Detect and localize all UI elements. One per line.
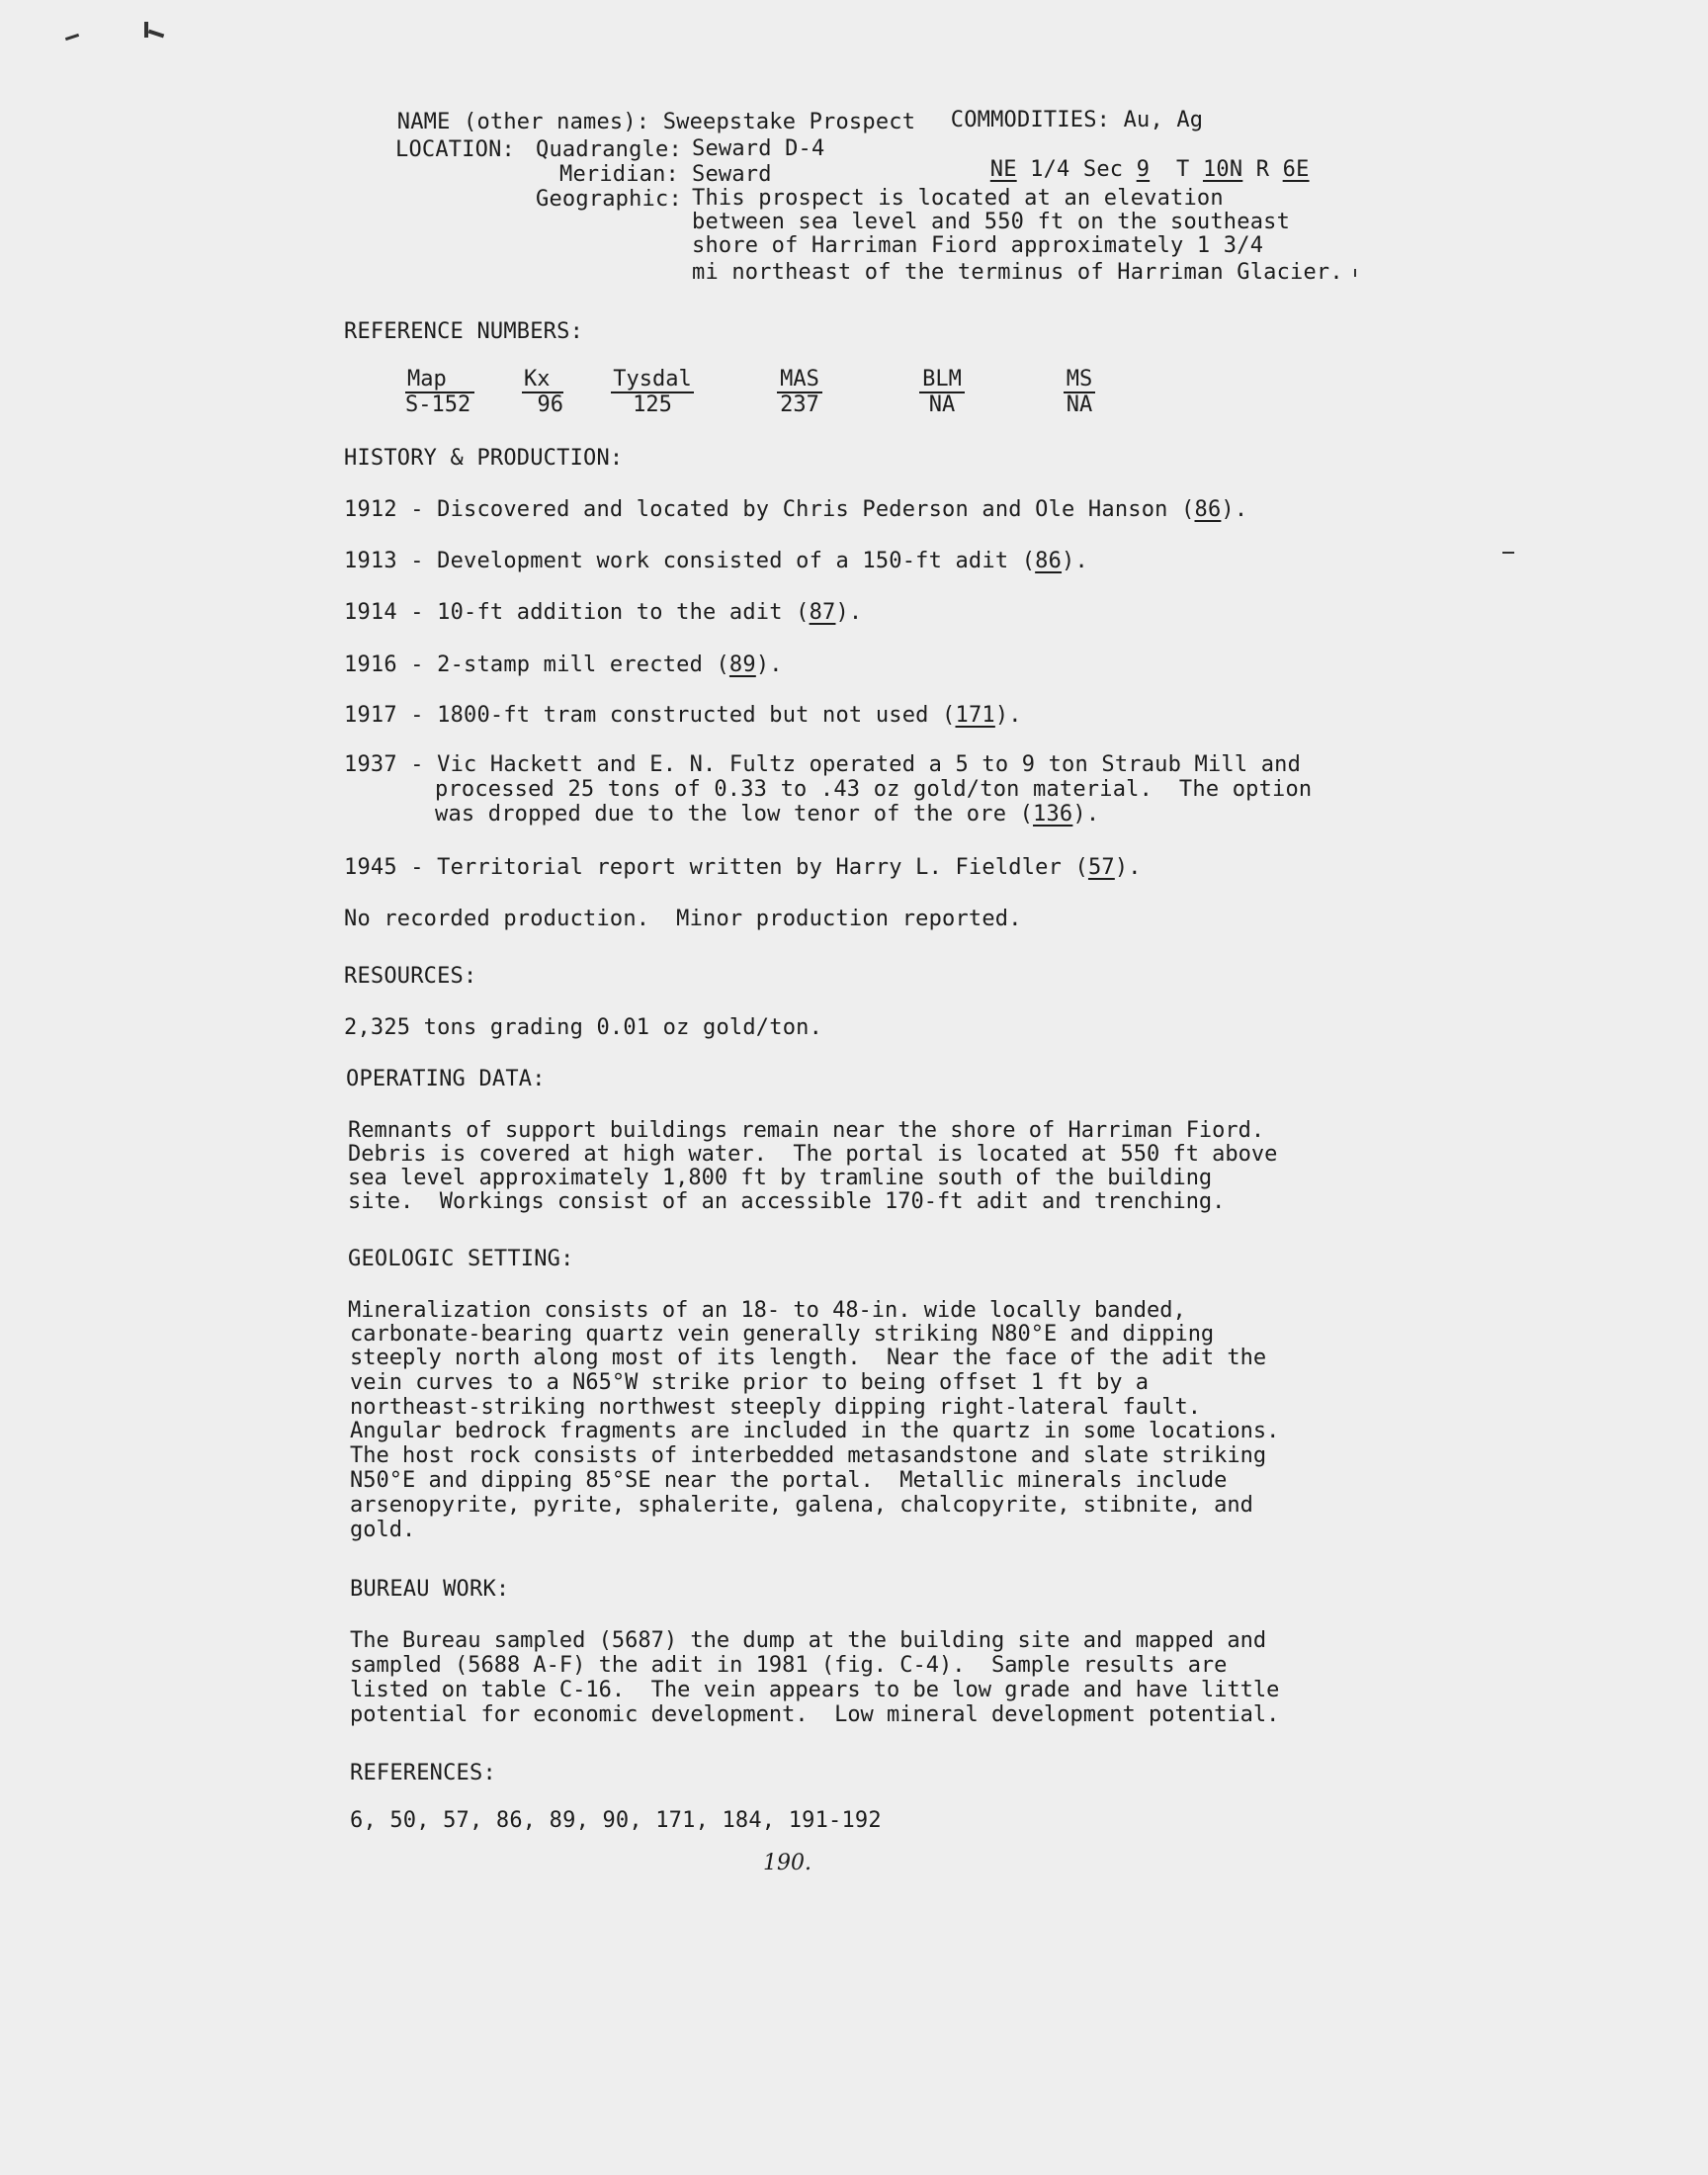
history-ref: 87 xyxy=(809,600,836,625)
scan-mark xyxy=(1354,269,1356,277)
ref-label: MS xyxy=(1064,368,1095,393)
quarter-section: NE xyxy=(989,157,1017,182)
ref-label: Kx xyxy=(522,368,563,393)
history-ref: 86 xyxy=(1194,497,1222,522)
geologic-line: Angular bedrock fragments are included in the quartz in some locations. xyxy=(350,1419,1280,1443)
ref-value: NA xyxy=(1066,392,1093,417)
operating-line: Remnants of support buildings remain near the shore of Harriman Fiord. xyxy=(348,1118,1265,1143)
history-ref: 57 xyxy=(1087,855,1115,880)
operating-line: sea level approximately 1,800 ft by tramline south of the building xyxy=(348,1166,1213,1190)
quadrangle-label: Quadrangle: xyxy=(536,137,682,162)
history-text: Discovered and located by Chris Pederson and Ole Hanson ( xyxy=(437,497,1195,522)
history-heading: HISTORY & PRODUCTION: xyxy=(344,446,624,471)
history-end: ). xyxy=(1114,855,1142,880)
operating-line: Debris is covered at high water. The portal is located at 550 ft above xyxy=(348,1142,1278,1167)
page-number: 190. xyxy=(763,1851,811,1875)
history-year: 1945 xyxy=(344,855,397,880)
history-end: ). xyxy=(1072,802,1100,826)
scan-mark xyxy=(65,34,79,41)
ref-value: S-152 xyxy=(405,392,471,417)
quadrangle-value: Seward D-4 xyxy=(692,136,825,161)
history-year: 1937 xyxy=(344,752,397,777)
range-value: 6E xyxy=(1282,157,1310,182)
bureau-heading: BUREAU WORK: xyxy=(350,1577,510,1602)
township-value: 10N xyxy=(1202,157,1243,182)
name-value: Sweepstake Prospect xyxy=(662,110,916,134)
geologic-line: northeast-striking northwest steeply dipping right-lateral fault. xyxy=(350,1395,1201,1420)
ref-column-blm xyxy=(919,368,965,417)
ref-label: Map xyxy=(405,368,474,393)
section-number: 9 xyxy=(1136,157,1151,182)
ref-value: 125 xyxy=(633,392,672,417)
history-end: ). xyxy=(835,600,863,625)
history-ref: 86 xyxy=(1035,549,1063,573)
ref-value: 96 xyxy=(537,392,563,417)
history-text: 10-ft addition to the adit ( xyxy=(437,600,810,625)
range-label: R xyxy=(1255,157,1270,182)
operating-heading: OPERATING DATA: xyxy=(346,1067,546,1091)
geologic-line: arsenopyrite, pyrite, sphalerite, galena, chalcopyrite, stibnite, and xyxy=(350,1493,1253,1518)
geologic-heading: GEOLOGIC SETTING: xyxy=(348,1247,574,1271)
geologic-line: gold. xyxy=(350,1518,416,1542)
ref-column-map xyxy=(405,368,474,417)
meridian-value: Seward xyxy=(692,162,772,187)
ref-label: MAS xyxy=(777,368,822,393)
history-entry: 1913 - Development work consisted of a 150-ft adit (86). xyxy=(344,549,1088,573)
ref-value: NA xyxy=(928,392,956,417)
history-entry: 1914 - 10-ft addition to the adit (87). xyxy=(344,600,863,625)
commodities-label: COMMODITIES: xyxy=(950,108,1111,132)
history-text: was dropped due to the low tenor of the ore ( xyxy=(435,802,1034,826)
ref-column-mas xyxy=(777,368,822,417)
geographic-line: between sea level and 550 ft on the southeast xyxy=(692,210,1291,234)
history-end: ). xyxy=(994,703,1022,728)
quarter-suffix: 1/4 Sec xyxy=(1030,157,1124,182)
resources-text: 2,325 tons grading 0.01 oz gold/ton. xyxy=(344,1015,823,1040)
history-ref: 136 xyxy=(1033,802,1073,826)
scan-mark xyxy=(1502,552,1514,554)
geologic-line: vein curves to a N65°W strike prior to being offset 1 ft by a xyxy=(350,1370,1149,1395)
ref-label: Tysdal xyxy=(611,368,694,393)
history-end: ). xyxy=(755,652,783,677)
history-entry: 1912 - Discovered and located by Chris Pederson and Ole Hanson (86). xyxy=(344,497,1248,522)
history-end: ). xyxy=(1221,497,1248,522)
resources-heading: RESOURCES: xyxy=(344,964,477,989)
bureau-line: listed on table C-16. The vein appears to be low grade and have little xyxy=(350,1678,1280,1702)
history-text: Territorial report written by Harry L. Fieldler ( xyxy=(437,855,1088,880)
references-list: 6, 50, 57, 86, 89, 90, 171, 184, 191-192 xyxy=(350,1808,882,1833)
geographic-line: mi northeast of the terminus of Harriman Glacier. xyxy=(692,260,1343,285)
bureau-line: The Bureau sampled (5687) the dump at the building site and mapped and xyxy=(350,1628,1267,1653)
name-label: NAME (other names): xyxy=(396,110,650,134)
history-entry: 1937 - Vic Hackett and E. N. Fultz operated a 5 to 9 ton Straub Mill and xyxy=(344,752,1302,777)
reference-numbers-heading: REFERENCE NUMBERS: xyxy=(344,319,584,344)
location-label: LOCATION: xyxy=(395,137,516,162)
production-note: No recorded production. Minor production reported. xyxy=(344,907,1022,931)
history-year: 1912 xyxy=(344,497,397,522)
scan-mark xyxy=(144,22,148,38)
geologic-line: carbonate-bearing quartz vein generally striking N80°E and dipping xyxy=(350,1322,1215,1347)
history-entry: 1917 - 1800-ft tram constructed but not used (171). xyxy=(344,703,1022,728)
ref-value: 237 xyxy=(780,392,819,417)
history-entry-continued xyxy=(435,803,1099,826)
history-end: ). xyxy=(1062,549,1088,573)
references-heading: REFERENCES: xyxy=(350,1761,496,1785)
scan-mark xyxy=(148,30,164,39)
township-label: T xyxy=(1176,157,1190,182)
geographic-label: Geographic: xyxy=(536,187,682,212)
ref-column-tysdal xyxy=(611,368,694,417)
history-year: 1917 xyxy=(344,703,397,728)
ref-label: BLM xyxy=(919,368,965,393)
history-text: 1800-ft tram constructed but not used ( xyxy=(437,703,956,728)
history-ref: 171 xyxy=(955,703,995,728)
history-entry-continued: processed 25 tons of 0.33 to .43 oz gold/ton material. The option xyxy=(435,777,1313,802)
meridian-label: Meridian: xyxy=(559,162,680,187)
geologic-line: Mineralization consists of an 18- to 48-in. wide locally banded, xyxy=(348,1298,1186,1323)
history-text: Development work consisted of a 150-ft adit ( xyxy=(437,549,1036,573)
history-text: 2-stamp mill erected ( xyxy=(437,652,729,677)
geologic-line: N50°E and dipping 85°SE near the portal. Metallic minerals include xyxy=(350,1468,1228,1493)
ref-column-ms xyxy=(1064,368,1095,417)
bureau-line: potential for economic development. Low mineral development potential. xyxy=(350,1702,1280,1727)
history-year: 1916 xyxy=(344,652,397,677)
operating-line: site. Workings consist of an accessible 170-ft adit and trenching. xyxy=(348,1189,1226,1214)
commodities-value: Au, Ag xyxy=(1123,108,1204,132)
geologic-line: steeply north along most of its length. Near the face of the adit the xyxy=(350,1346,1267,1370)
history-entry: 1945 - Territorial report written by Harry L. Fieldler (57). xyxy=(344,855,1142,880)
geographic-line: This prospect is located at an elevation xyxy=(692,186,1224,211)
geologic-line: The host rock consists of interbedded metasandstone and slate striking xyxy=(350,1443,1267,1468)
geographic-line: shore of Harriman Fiord approximately 1 3/4 xyxy=(692,233,1264,258)
ref-column-kx xyxy=(522,368,563,417)
history-text: Vic Hackett and E. N. Fultz operated a 5 to 9 ton Straub Mill and xyxy=(437,752,1302,777)
history-year: 1913 xyxy=(344,549,397,573)
history-ref: 89 xyxy=(728,652,756,677)
bureau-line: sampled (5688 A-F) the adit in 1981 (fig. C-4). Sample results are xyxy=(350,1653,1228,1678)
history-year: 1914 xyxy=(344,600,397,625)
history-entry: 1916 - 2-stamp mill erected (89). xyxy=(344,652,783,677)
